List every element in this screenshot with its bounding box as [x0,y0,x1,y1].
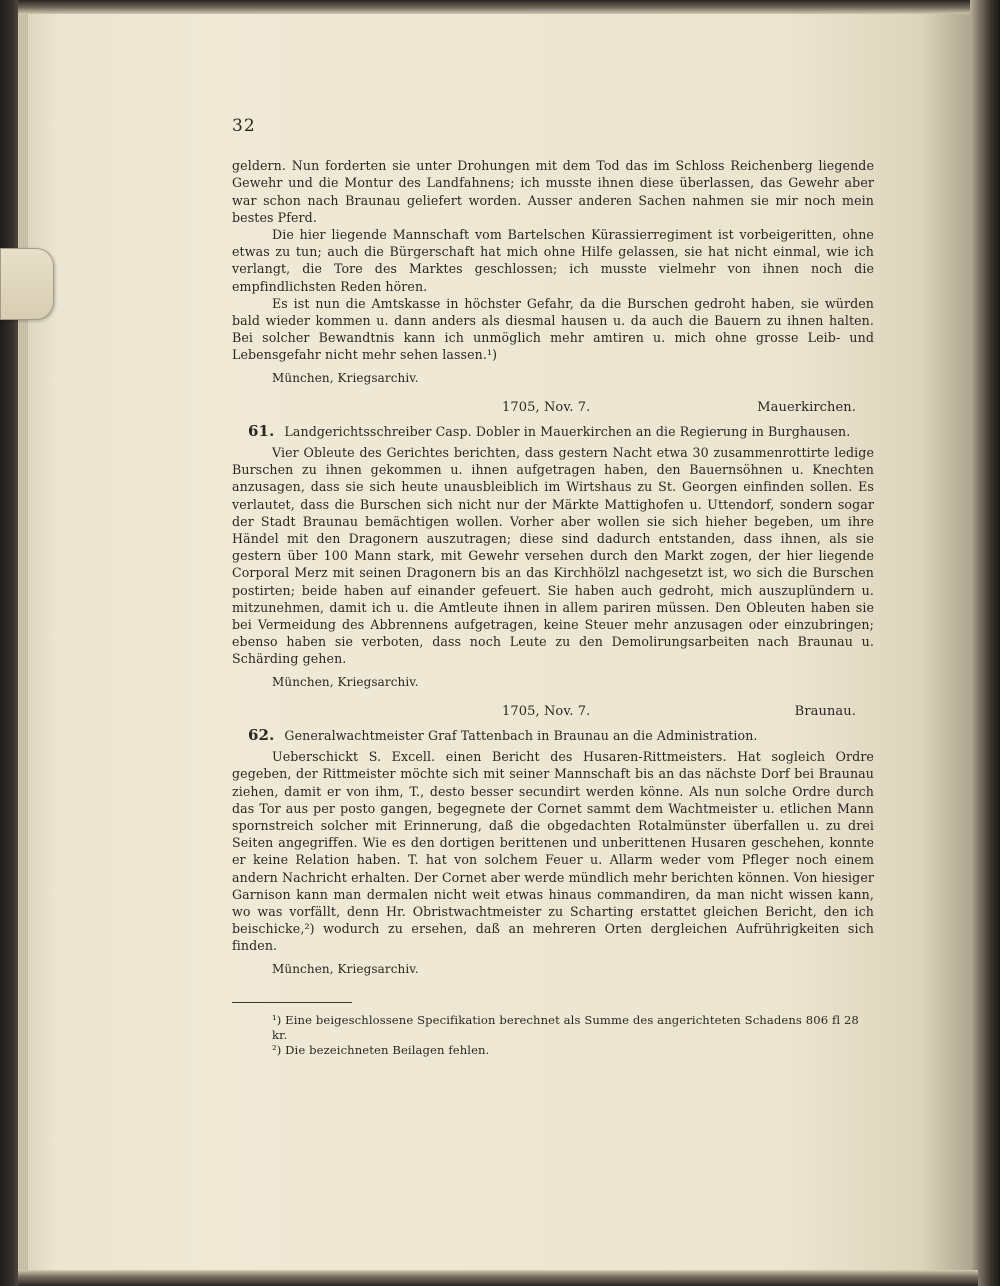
book-top-edge [18,0,978,14]
footnote-1: ¹) Eine beigeschlossene Specifikation berechnet als Summe des angerichteten Schadens 806 fl 28 kr. [272,1012,859,1042]
footnote-2: ²) Die bezeichneten Beilagen fehlen. [272,1042,490,1057]
entry-62-body: Ueberschickt S. Excell. einen Bericht des Husaren-Rittmeisters. Hat sogleich Ordre gegeben, der Rittmeister möchte sich mit seiner Mannschaft bis an das nächste Dorf bei Braunau ziehen, damit er von ihm, T., desto besser secundirt werden könne. Als nun solche Ordre durch das Tor aus per posto gangen, begegnete der Cornet sammt dem Wachtmeister u. etlichen Mann spornstreich solcher mit Erinnerung, daß die obgedachten Rotalmünster überfallen u. zu drei Seiten angegriffen. Wie es den dortigen berittenen und unberittenen Husaren geschehen, konnte er keine Relation haben. T. hat von solchem Feuer u. Allarm weder vom Pfleger noch einem andern Nachricht erhalten. Der Cornet aber werde mündlich mehr berichten können. Von hiesiger Garnison kann man dermalen nicht weit etwas hinaus commandiren, da man nicht wissen kann, wo was vorfällt, denn Hr. Obristwachtmeister zu Scharting erstattet gleichen Bericht, den ich beischicke,²) wodurch zu ersehen, daß an mehreren Orten dergleichen Aufrührigkeiten sich finden. [232,749,874,954]
footnote-divider [232,1002,352,1003]
intro-source: München, Kriegsarchiv. [272,370,419,385]
page-content [232,118,874,1058]
intro-paragraph-2: Die hier liegende Mannschaft vom Bartelschen Kürassierregiment ist vorbeigeritten, ohne etwas zu tun; auch die Bürgerschaft hat mich ohne Hilfe gelassen, sie hat nicht einmal, wie ich verlangt, die Tore des Marktes geschlossen; ich musste vielmehr von ihnen noch die empfindlichsten Reden hören. [232,227,874,294]
page-stack-left [18,14,28,1272]
entry-61-heading [232,423,874,440]
intro-paragraph-1: geldern. Nun forderten sie unter Drohungen mit dem Tod das im Schloss Reichenberg liegende Gewehr und die Montur des Landfahnens; ich musste ihnen diese überlassen, das Gewehr aber war schon nach Braunau geliefert worden. Ausser anderen Sachen nahmen sie mir noch mein bestes Pferd. [232,158,874,225]
bookmark-tab [0,248,54,320]
entry-61-dateline [232,399,874,419]
book-right-edge [970,0,1000,1286]
entry-62-heading [232,727,874,744]
entry-61-date: 1705, Nov. 7. [502,399,591,415]
entry-61-place: Mauerkirchen. [757,399,856,415]
entry-62-place: Braunau. [794,703,856,719]
entry-61-source: München, Kriegsarchiv. [272,674,419,689]
entry-62-dateline [232,703,874,723]
intro-paragraph-3: Es ist nun die Amtskasse in höchster Gefahr, da die Burschen gedroht haben, sie würden bald wieder kommen u. dann anders als diesmal hausen u. da auch die Bauern zu ihnen halten. Bei solcher Bewandtnis kann ich unmöglich mehr amtiren u. mich ohne grosse Leib- und Lebensgefahr nicht mehr sehen lassen.¹) [232,295,874,363]
entry-62-source: München, Kriegsarchiv. [272,961,419,976]
entry-61-heading-text: Landgerichtsschreiber Casp. Dobler in Mauerkirchen an die Regierung in Burghausen. [284,423,851,439]
entry-62-date: 1705, Nov. 7. [502,703,591,719]
entry-62-heading-text: Generalwachtmeister Graf Tattenbach in Braunau an die Administration. [284,727,758,743]
book-bottom-edge [18,1270,978,1286]
page-number: 32 [232,116,256,136]
entry-61-body: Vier Obleute des Gerichtes berichten, dass gestern Nacht etwa 30 zusammenrottirte ledige Burschen zu ihnen gekommen u. ihnen aufgetragen haben, den Bauernsöhnen u. Knechten anzusagen, dass sie sich heute unausbleiblich im Wirtshaus zu St. Georgen einfinden sollen. Es verlautet, dass die Burschen sich nicht nur der Märkte Mattighofen u. Uttendorf, sondern sogar der Stadt Braunau bemächtigen wollen. Vorher aber wollen sie sich hieher begeben, um ihre Händel mit den Dragonern auszutragen; diese sind dadurch entstanden, dass ihnen, als sie gestern über 100 Mann stark, mit Gewehr versehen durch den Markt zogen, der hier liegende Corporal Merz mit seinen Dragonern bis an das Kirchhölzl nachgesetzt ist, wo sich die Burschen postirten; beide haben auf einander gefeuert. Sie haben auch gedroht, mich auszuplündern u. mitzunehmen, damit ich u. die Amtleute ihnen in allem pariren müssen. Den Obleuten haben sie bei Vermeidung des Abbrennens aufgetragen, keine Steuer mehr anzusagen oder einzubringen; ebenso haben sie verboten, dass noch Leute zu den Demolirungsarbeiten nach Braunau u. Schärding gehen. [232,445,874,667]
entry-62-number: 62. [248,725,275,744]
entry-61-number: 61. [248,421,275,440]
